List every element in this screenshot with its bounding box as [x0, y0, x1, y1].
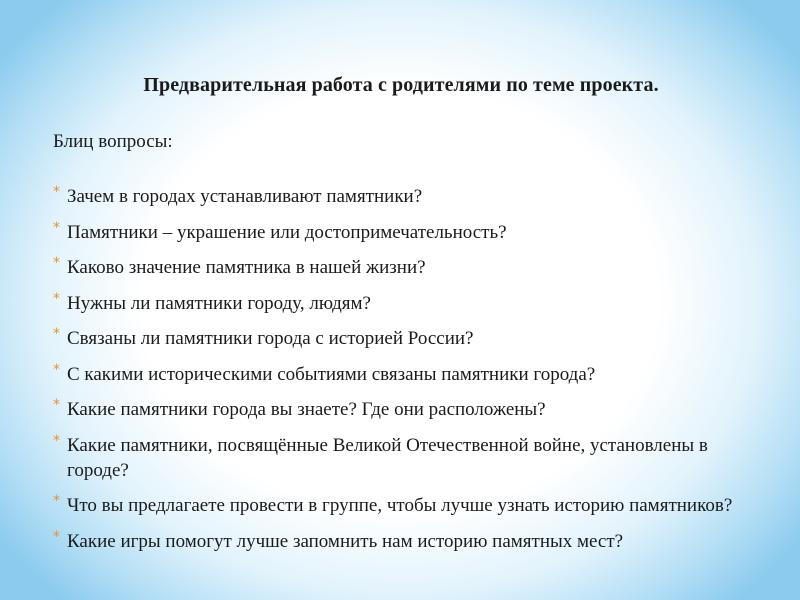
question-text: Какие игры помогут лучше запомнить нам историю памятных мест?: [67, 530, 624, 552]
asterisk-bullet-icon: *: [53, 397, 60, 413]
question-text: Связаны ли памятники города с историей России?: [67, 328, 474, 349]
question-item: [53, 433, 753, 483]
asterisk-bullet-icon: *: [53, 255, 60, 271]
question-text: Памятники – украшение или достопримечательность?: [67, 221, 507, 243]
question-item: [53, 255, 753, 280]
question-item: [53, 184, 753, 209]
question-text: С какими историческими событиями связаны памятники города?: [67, 363, 596, 385]
question-item: [53, 493, 753, 518]
slide-title: Предварительная работа с родителями по теме проекта.: [143, 74, 659, 96]
asterisk-bullet-icon: *: [53, 290, 60, 307]
slide-subtitle: Блиц вопросы:: [53, 131, 173, 152]
question-list: [53, 184, 753, 564]
asterisk-bullet-icon: *: [53, 432, 60, 449]
asterisk-bullet-icon: *: [53, 361, 60, 378]
question-text: Каково значение памятника в нашей жизни?: [67, 257, 426, 278]
question-text: Зачем в городах устанавливают памятники?: [67, 186, 423, 207]
question-item: [53, 362, 753, 387]
question-item: [53, 397, 753, 422]
asterisk-bullet-icon: *: [53, 528, 60, 545]
asterisk-bullet-icon: *: [53, 326, 60, 342]
question-item: [53, 326, 753, 351]
asterisk-bullet-icon: *: [53, 493, 60, 509]
question-text: Какие памятники, посвящённые Великой Отечественной войне, установлены в городе?: [67, 434, 708, 481]
question-item: [53, 291, 753, 316]
question-text: Нужны ли памятники городу, людям?: [67, 292, 371, 314]
asterisk-bullet-icon: *: [53, 184, 60, 200]
question-text: Какие памятники города вы знаете? Где они расположены?: [67, 399, 546, 420]
question-item: [53, 529, 753, 554]
asterisk-bullet-icon: *: [53, 219, 60, 236]
question-text: Что вы предлагаете провести в группе, чтобы лучше узнать историю памятников?: [67, 495, 733, 516]
question-item: [53, 220, 753, 245]
